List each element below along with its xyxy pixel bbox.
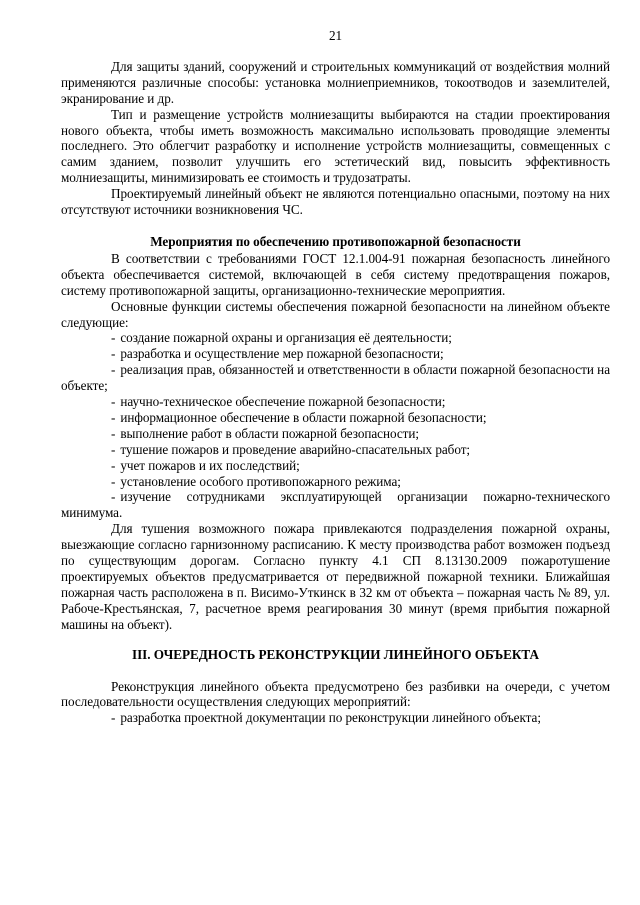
paragraph-lightning-placement: Тип и размещение устройств молниезащиты выбираются на стадии проектирования нового объекта, чтобы иметь возможность максимально использовать проводящие элементы последнего. Это облегчит разработку и исполнение устройств молниезащиты, совмещенных с самим зданием, позволит улучшить его эстетический вид, повысить эффективность молниезащиты, минимизировать ее стоимость и трудозатраты. xyxy=(61,106,610,186)
list-item xyxy=(61,426,610,442)
list-item-text: научно-техническое обеспечение пожарной безопасности; xyxy=(120,394,446,410)
list-item xyxy=(61,710,610,726)
list-dash: - xyxy=(111,346,116,362)
list-item xyxy=(61,330,610,346)
list-item-text: учет пожаров и их последствий; xyxy=(120,457,300,473)
list-dash: - xyxy=(111,441,116,457)
list-item-text: создание пожарной охраны и организация её деятельности; xyxy=(120,330,452,346)
list-dash: - xyxy=(111,425,116,441)
paragraph-reconstruction: Реконструкция линейного объекта предусмотрено без разбивки на очереди, с учетом последовательности осуществления следующих мероприятий: xyxy=(61,678,610,710)
list-dash: - xyxy=(111,362,116,378)
heading-fire-safety: Мероприятия по обеспечению противопожарной безопасности xyxy=(150,233,521,249)
paragraph-main-functions: Основные функции системы обеспечения пожарной безопасности на линейном объекте следующие: xyxy=(61,298,610,330)
document-page xyxy=(61,28,610,726)
list-item xyxy=(61,410,610,426)
list-item-text: тушение пожаров и проведение аварийно-спасательных работ; xyxy=(120,441,471,457)
list-item xyxy=(61,346,610,362)
list-item-text: реализация прав, обязанностей и ответственности в области пожарной безопасности на объекте; xyxy=(61,362,610,394)
list-item-text: разработка и осуществление мер пожарной безопасности; xyxy=(120,346,444,362)
list-item xyxy=(61,442,610,458)
list-dash: - xyxy=(111,473,116,489)
list-item-text: информационное обеспечение в области пожарной безопасности; xyxy=(120,409,487,425)
list-item xyxy=(61,489,610,521)
list-dash: - xyxy=(111,409,116,425)
page-number: 21 xyxy=(328,28,343,43)
fire-functions-list xyxy=(61,330,610,521)
list-item-text: изучение сотрудниками эксплуатирующей организации пожарно-технического минимума. xyxy=(61,489,610,521)
paragraph-lightning-methods: Для защиты зданий, сооружений и строительных коммуникаций от воздействия молний применяются различные способы: установка молниеприемников, токоотводов и заземлителей, экранирование и др. xyxy=(61,58,610,106)
list-dash: - xyxy=(111,457,116,473)
list-dash: - xyxy=(111,394,116,410)
paragraph-no-hazard: Проектируемый линейный объект не являются потенциально опасными, поэтому на них отсутствуют источники возникновения ЧС. xyxy=(61,186,610,218)
list-dash: - xyxy=(111,330,116,346)
list-item xyxy=(61,474,610,490)
list-item xyxy=(61,458,610,474)
list-item xyxy=(61,394,610,410)
paragraph-firefighting: Для тушения возможного пожара привлекаются подразделения пожарной охраны, выезжающие согласно гарнизонному расписанию. К месту производства работ возможен подъезд по существующим дорогам. Согласно пункту 4.1 СП 8.13130.2009 пожаротушение проектируемых объектов предусматривается от передвижной пожарной техники. Ближайшая пожарная часть расположена в п. Висимо-Уткинск в 32 км от объекта – пожарная часть № 89, ул. Рабоче-Крестьянская, 7, расчетное время реагирования 30 минут (время прибытия пожарной машины на объект). xyxy=(61,521,610,632)
section-heading: III. ОЧЕРЕДНОСТЬ РЕКОНСТРУКЦИИ ЛИНЕЙНОГО ОБЪЕКТА xyxy=(132,646,539,662)
list-dash: - xyxy=(111,489,116,505)
paragraph-gost: В соответствии с требованиями ГОСТ 12.1.004-91 пожарная безопасность линейного объекта обеспечивается системой, включающей в себя систему предотвращения пожаров, систему противопожарной защиты, организационно-технические мероприятия. xyxy=(61,250,610,298)
list-dash: - xyxy=(111,710,116,726)
list-item-text: выполнение работ в области пожарной безопасности; xyxy=(120,425,419,441)
list-item-text: установление особого противопожарного режима; xyxy=(120,473,401,489)
list-item-text: разработка проектной документации по реконструкции линейного объекта; xyxy=(120,710,541,726)
list-item xyxy=(61,362,610,394)
